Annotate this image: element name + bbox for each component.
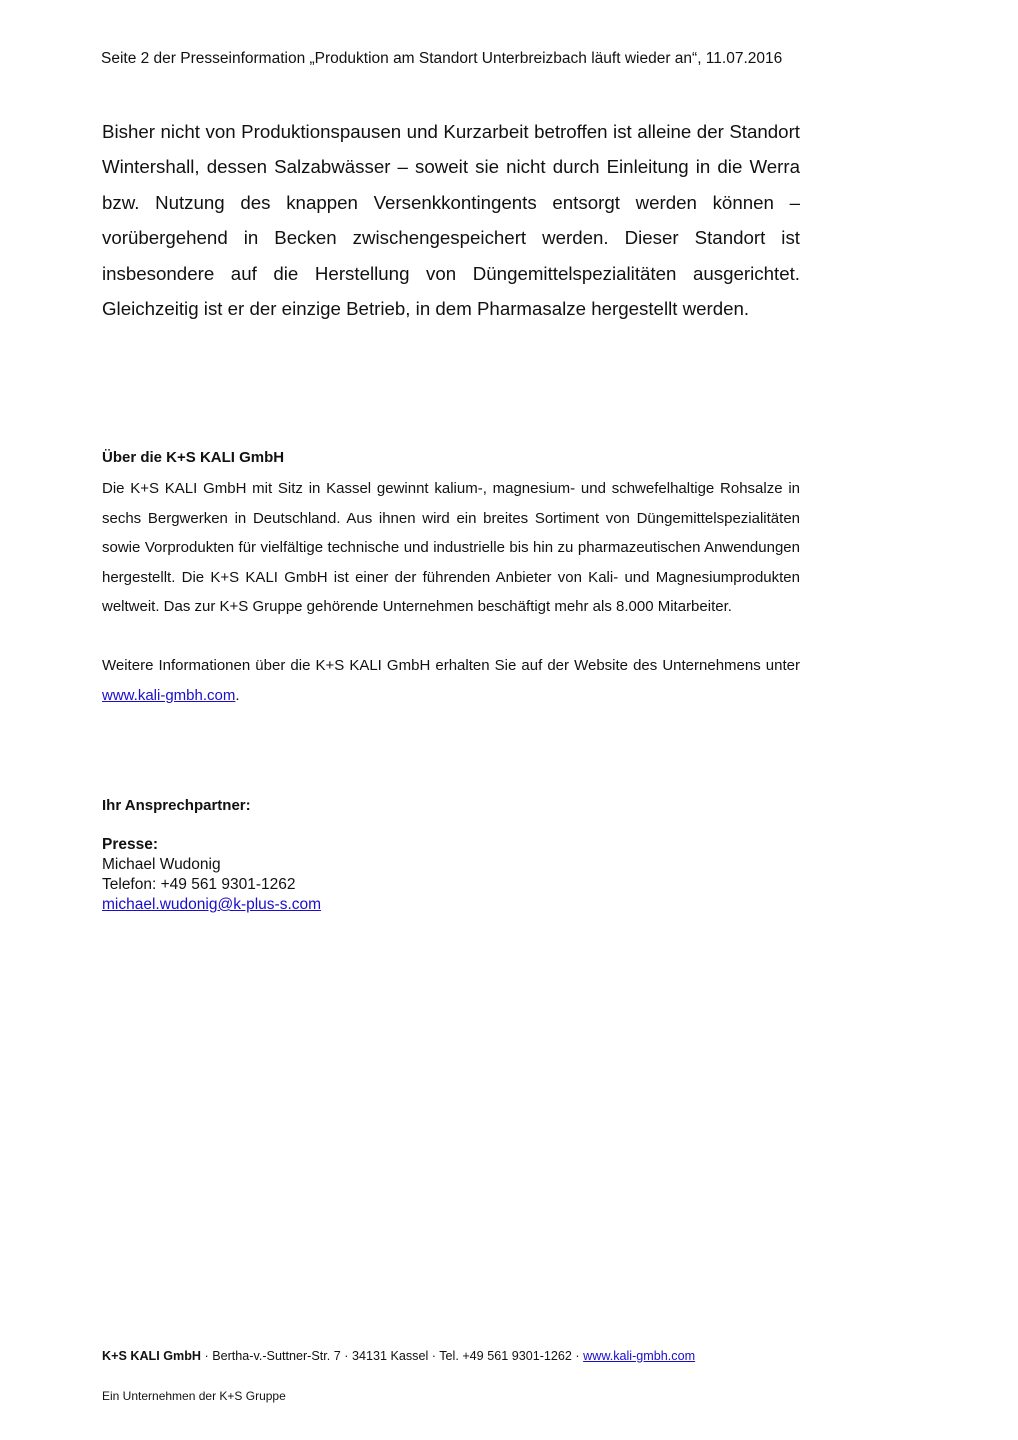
press-label: Presse: <box>102 836 159 853</box>
footer-company: K+S KALI GmbH <box>102 1349 202 1363</box>
page-header: Seite 2 der Presseinformation „Produktion am Standort Unterbreizbach läuft wieder an“, 11.07.2016 <box>101 50 783 67</box>
more-info-text <box>102 651 800 710</box>
footer-group-note: Ein Unternehmen der K+S Gruppe <box>102 1389 286 1403</box>
footer-website-link[interactable]: www.kali-gmbh.com <box>583 1349 696 1363</box>
body-paragraph: Bisher nicht von Produktionspausen und Kurzarbeit betroffen ist alleine der Standort Wintershall, dessen Salzabwässer – soweit sie nicht durch Einleitung in die Werra bzw. Nutzung des knappen Versenkkontingents entsorgt werden können – vorübergehend in Becken zwischengespeichert werden. Dieser Standort ist insbesondere auf die Herstellung von Düngemittelspezialitäten ausgerichtet. Gleichzeitig ist er der einzige Betrieb, in dem Pharmasalze hergestellt werden. <box>102 121 800 320</box>
company-website-link[interactable]: www.kali-gmbh.com <box>102 686 236 704</box>
more-info-prefix: Weitere Informationen über die K+S KALI GmbH erhalten Sie auf der Website des Unternehmens unter <box>102 657 800 674</box>
contact-name: Michael Wudonig <box>102 856 221 873</box>
footer-address <box>102 1347 695 1365</box>
contact-block <box>102 835 321 915</box>
more-info-suffix: . <box>235 686 240 704</box>
footer-address-text: · Bertha-v.-Suttner-Str. 7 · 34131 Kassel · Tel. +49 561 9301-1262 · <box>201 1349 584 1363</box>
contact-heading: Ihr Ansprechpartner: <box>102 797 251 814</box>
contact-phone: Telefon: +49 561 9301-1262 <box>102 876 296 893</box>
about-heading: Über die K+S KALI GmbH <box>102 449 285 466</box>
contact-email-link[interactable]: michael.wudonig@k-plus-s.com <box>102 896 322 913</box>
about-text: Die K+S KALI GmbH mit Sitz in Kassel gewinnt kalium-, magnesium- und schwefelhaltige Rohsalze in sechs Bergwerken in Deutschland. Aus ihnen wird ein breites Sortiment von Düngemittelspezialitäten sowie Vorprodukten für vielfältige technische und industrielle bis hin zu pharmazeutischen Anwendungen hergestellt. Die K+S KALI GmbH ist einer der führenden Anbieter von Kali- und Magnesiumprodukten weltweit. Das zur K+S Gruppe gehörende Unternehmen beschäftigt mehr als 8.000 Mitarbeiter. <box>102 480 800 615</box>
